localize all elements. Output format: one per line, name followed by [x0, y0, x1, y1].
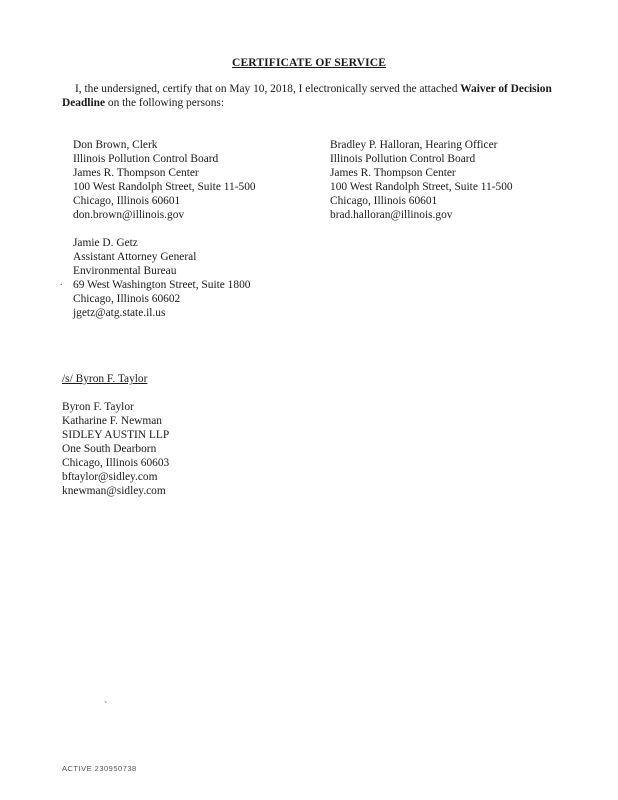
recipient-line: James R. Thompson Center: [73, 167, 199, 179]
recipient-line: Don Brown, Clerk: [73, 139, 158, 151]
recipient-line: Chicago, Illinois 60601: [73, 195, 181, 207]
electronic-signature: /s/ Byron F. Taylor: [62, 373, 148, 385]
intro-paragraph: [62, 82, 552, 110]
signer-line: Byron F. Taylor: [62, 401, 134, 413]
stray-tick-mark: `: [104, 701, 108, 712]
recipient-line: Assistant Attorney General: [73, 251, 197, 263]
recipient-block-attorney-general: [73, 236, 250, 320]
recipient-line: Bradley P. Halloran, Hearing Officer: [330, 139, 498, 151]
stray-mark: .: [60, 277, 63, 288]
recipient-email: brad.halloran@illinois.gov: [330, 209, 453, 221]
recipient-line: 100 West Randolph Street, Suite 11-500: [73, 181, 256, 193]
recipient-email: don.brown@illinois.gov: [73, 209, 185, 221]
recipient-line: Illinois Pollution Control Board: [330, 153, 476, 165]
intro-document-name: Waiver of Decision Deadline: [62, 83, 552, 109]
recipient-block-clerk: [73, 138, 256, 222]
signer-line: Chicago, Illinois 60603: [62, 457, 170, 469]
firm-name: SIDLEY AUSTIN LLP: [62, 429, 170, 441]
intro-prefix: I, the undersigned, certify that on May 10, 2018, I electronically served the attached: [75, 83, 461, 95]
recipient-line: Illinois Pollution Control Board: [73, 153, 219, 165]
signer-email: bftaylor@sidley.com: [62, 471, 158, 483]
recipient-line: Chicago, Illinois 60601: [330, 195, 438, 207]
document-title: CERTIFICATE OF SERVICE: [231, 56, 387, 69]
recipient-line: Chicago, Illinois 60602: [73, 293, 181, 305]
signature-block: [62, 400, 169, 498]
recipient-line: Environmental Bureau: [73, 265, 177, 277]
signer-line: Katharine F. Newman: [62, 415, 162, 427]
signer-email: knewman@sidley.com: [62, 485, 166, 497]
document-footer-code: ACTIVE 230950738: [62, 764, 137, 773]
recipient-line: 100 West Randolph Street, Suite 11-500: [330, 181, 513, 193]
recipient-line: James R. Thompson Center: [330, 167, 456, 179]
intro-suffix: on the following persons:: [105, 97, 225, 109]
recipient-block-hearing-officer: [330, 138, 513, 222]
recipient-line: 69 West Washington Street, Suite 1800: [73, 279, 251, 291]
recipient-email: jgetz@atg.state.il.us: [73, 307, 166, 319]
recipient-line: Jamie D. Getz: [73, 237, 138, 249]
signer-line: One South Dearborn: [62, 443, 157, 455]
